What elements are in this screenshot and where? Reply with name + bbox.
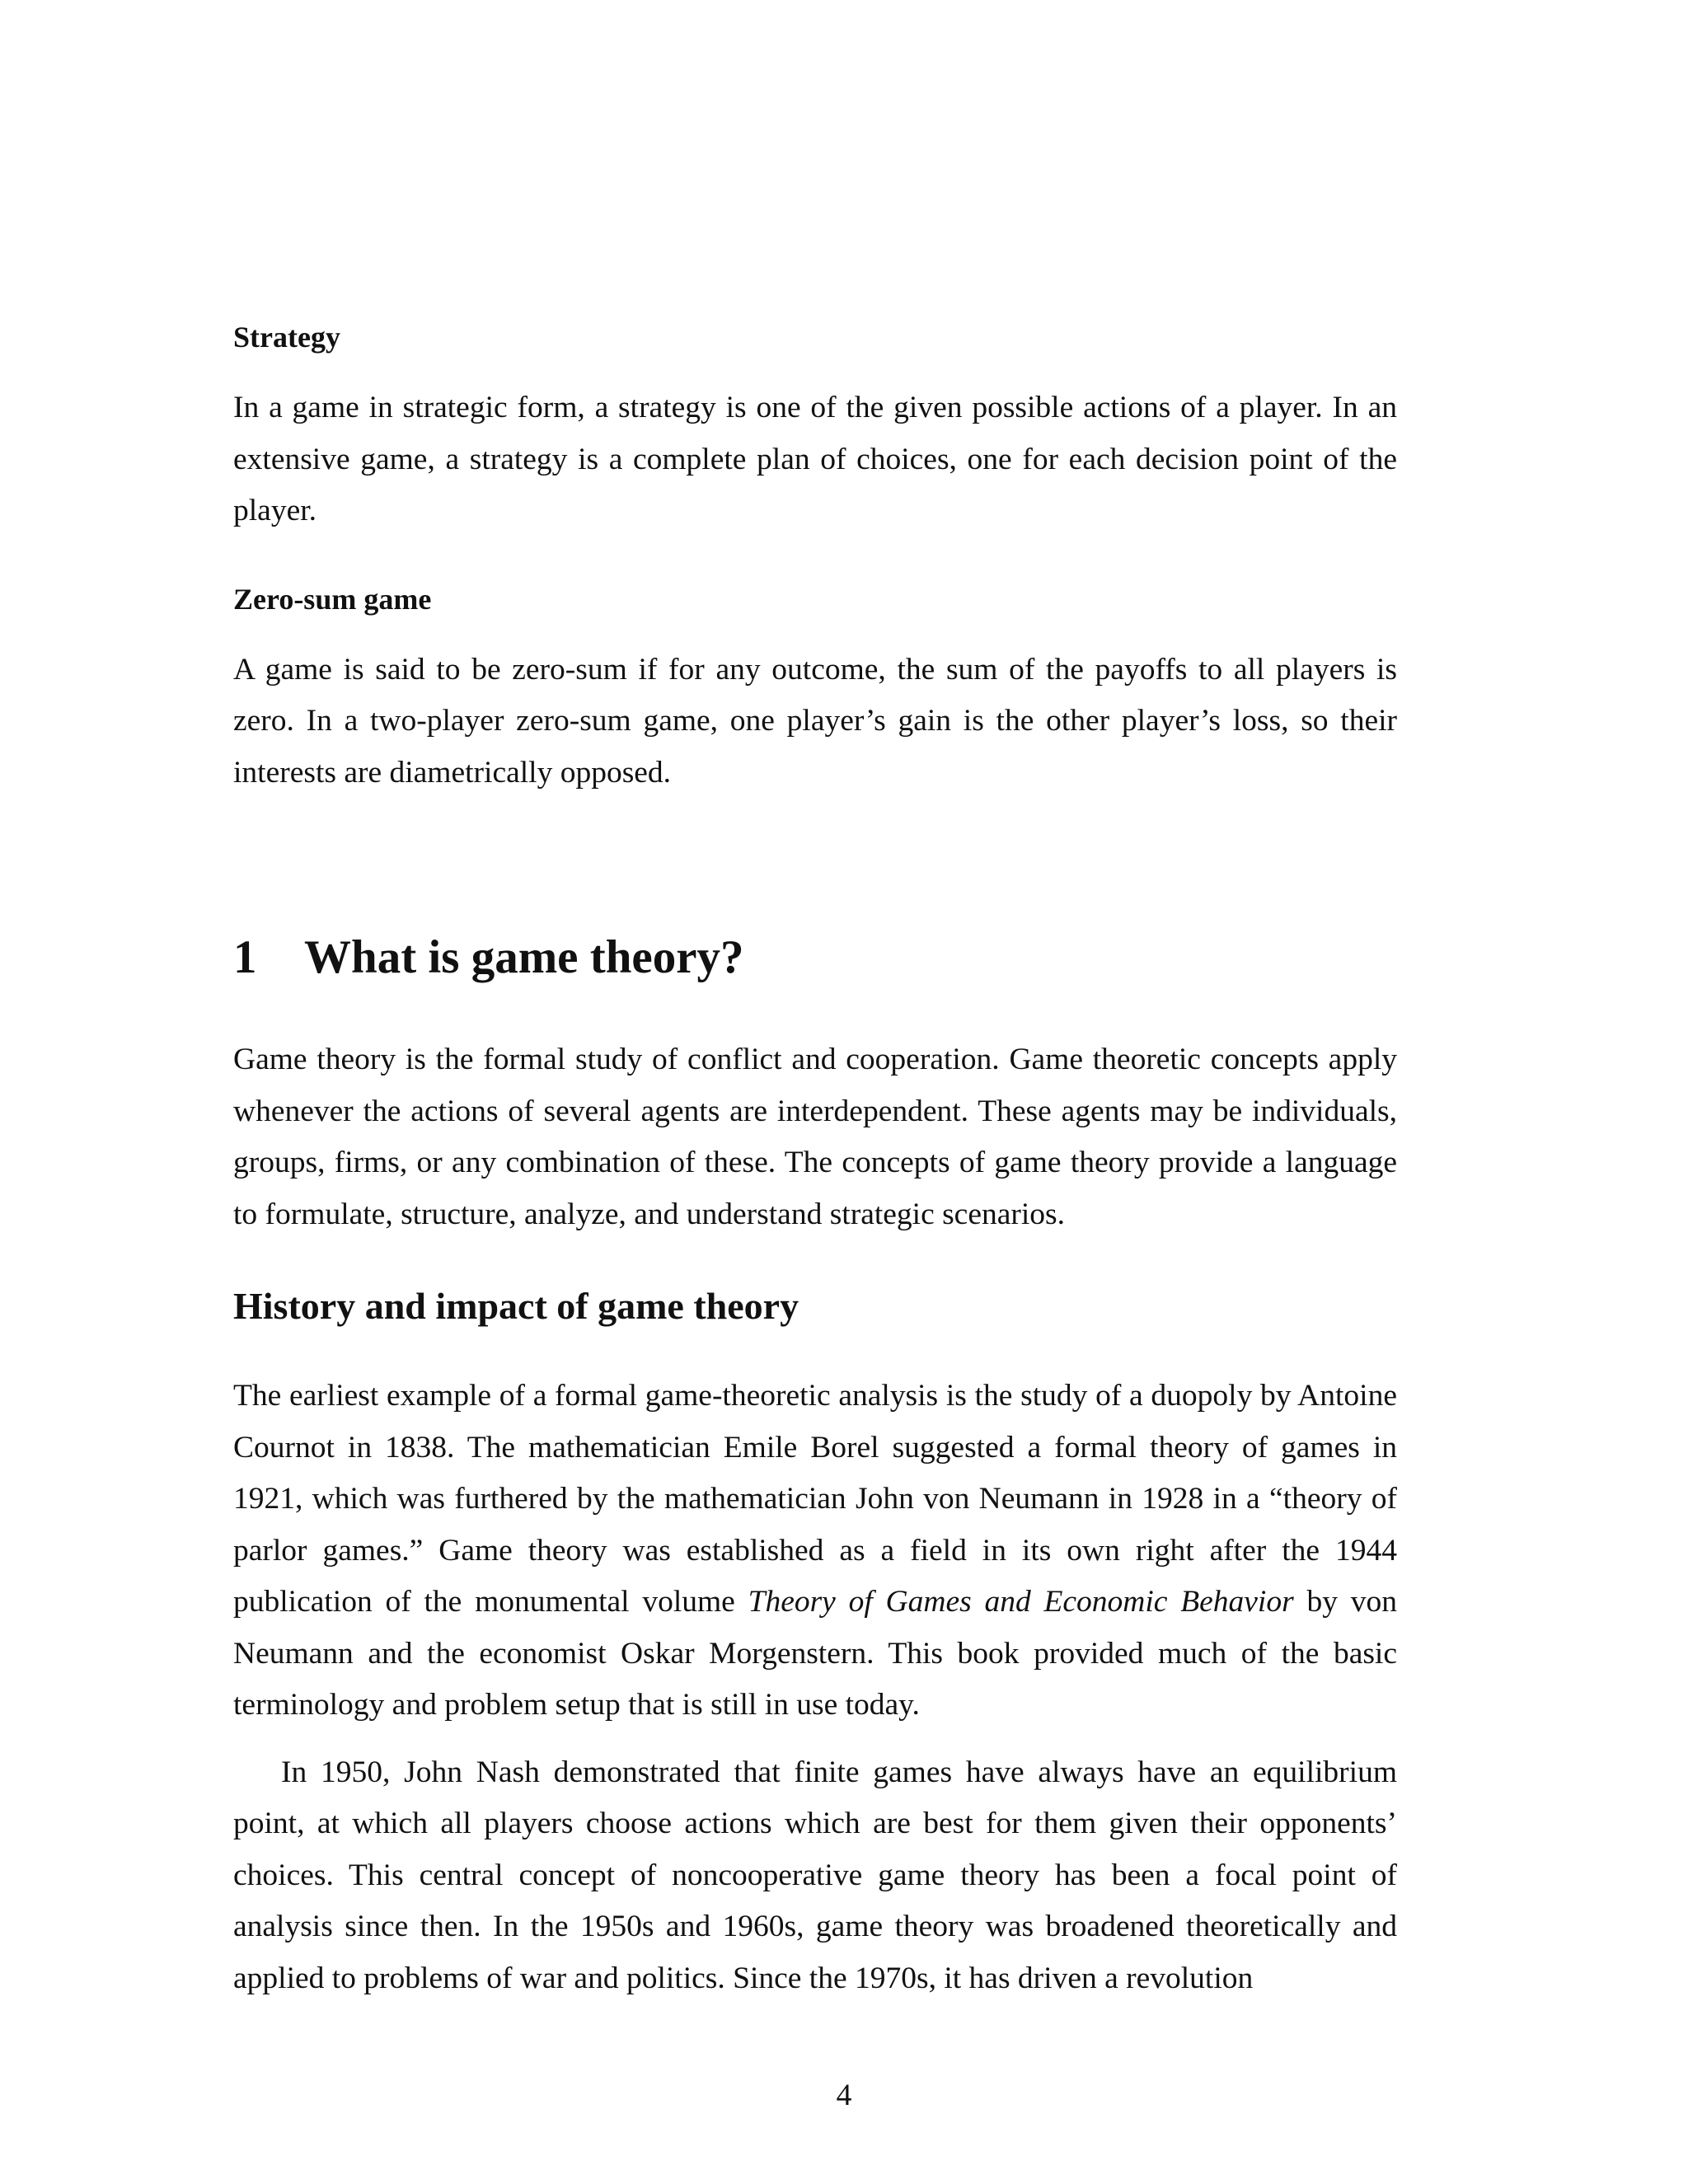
page-number: 4 — [836, 2079, 852, 2112]
glossary-definition: A game is said to be zero-sum if for any outcome, the sum of the payoffs to all players is zero. In a two-player zero-sum game, one player’s gain is the other player’s loss, so their interests are diametrically opposed. — [233, 652, 1397, 790]
glossary-definition: In a game in strategic form, a strategy is one of the given possible actions of a player. In an extensive game, a strategy is a complete plan of choices, one for each decision point of the player. — [233, 391, 1397, 527]
glossary-entry-strategy — [233, 312, 1397, 537]
history-paragraph-1 — [233, 1371, 1397, 1732]
glossary-term-heading: Strategy — [233, 321, 340, 354]
section-intro-paragraph: Game theory is the formal study of conflict and cooperation. Game theoretic concepts apply whenever the actions of several agents are interdependent. These agents may be individuals, groups, firms, or any combination of these. The concepts of game theory provide a language to formulate, structure, analyze, and understand strategic scenarios. — [233, 1043, 1397, 1231]
section-title: What is game theory? — [304, 931, 744, 983]
subsection-heading: History and impact of game theory — [233, 1285, 799, 1327]
book-title: Theory of Games and Economic Behavior — [748, 1585, 1294, 1619]
glossary-term-heading: Zero-sum game — [233, 582, 432, 616]
section-heading — [233, 929, 1397, 987]
section-number: 1 — [233, 931, 257, 983]
page-content — [233, 312, 1397, 2004]
glossary-entry-zero-sum-game — [233, 574, 1397, 799]
history-paragraph-1-text-a: The earliest example of a formal game-theoretic analysis is the study of a duopoly by Antoine Cournot in 1838. The mathematician Emile Borel suggested a formal theory of games in 1921, which was furthered by the mathematician John von Neumann in 1928 in a “theory of parlor games.” Game theory was established as a field in its own right after the 1944 publication of the monumental volume — [233, 1379, 1397, 1619]
history-paragraph-2: In 1950, John Nash demonstrated that finite games have always have an equilibrium point, at which all players choose actions which are best for them given their opponents’ choices. This central concept of noncooperative game theory has been a focal point of analysis since then. In the 1950s and 1960s, game theory was broadened theoretically and applied to problems of war and politics. Since the 1970s, it has driven a revolution — [233, 1755, 1397, 1995]
history-paragraph-1-text-b: by von Neumann and the economist Oskar Morgenstern. This book provided much of the basic terminology and problem setup that is still in use today. — [233, 1585, 1397, 1722]
